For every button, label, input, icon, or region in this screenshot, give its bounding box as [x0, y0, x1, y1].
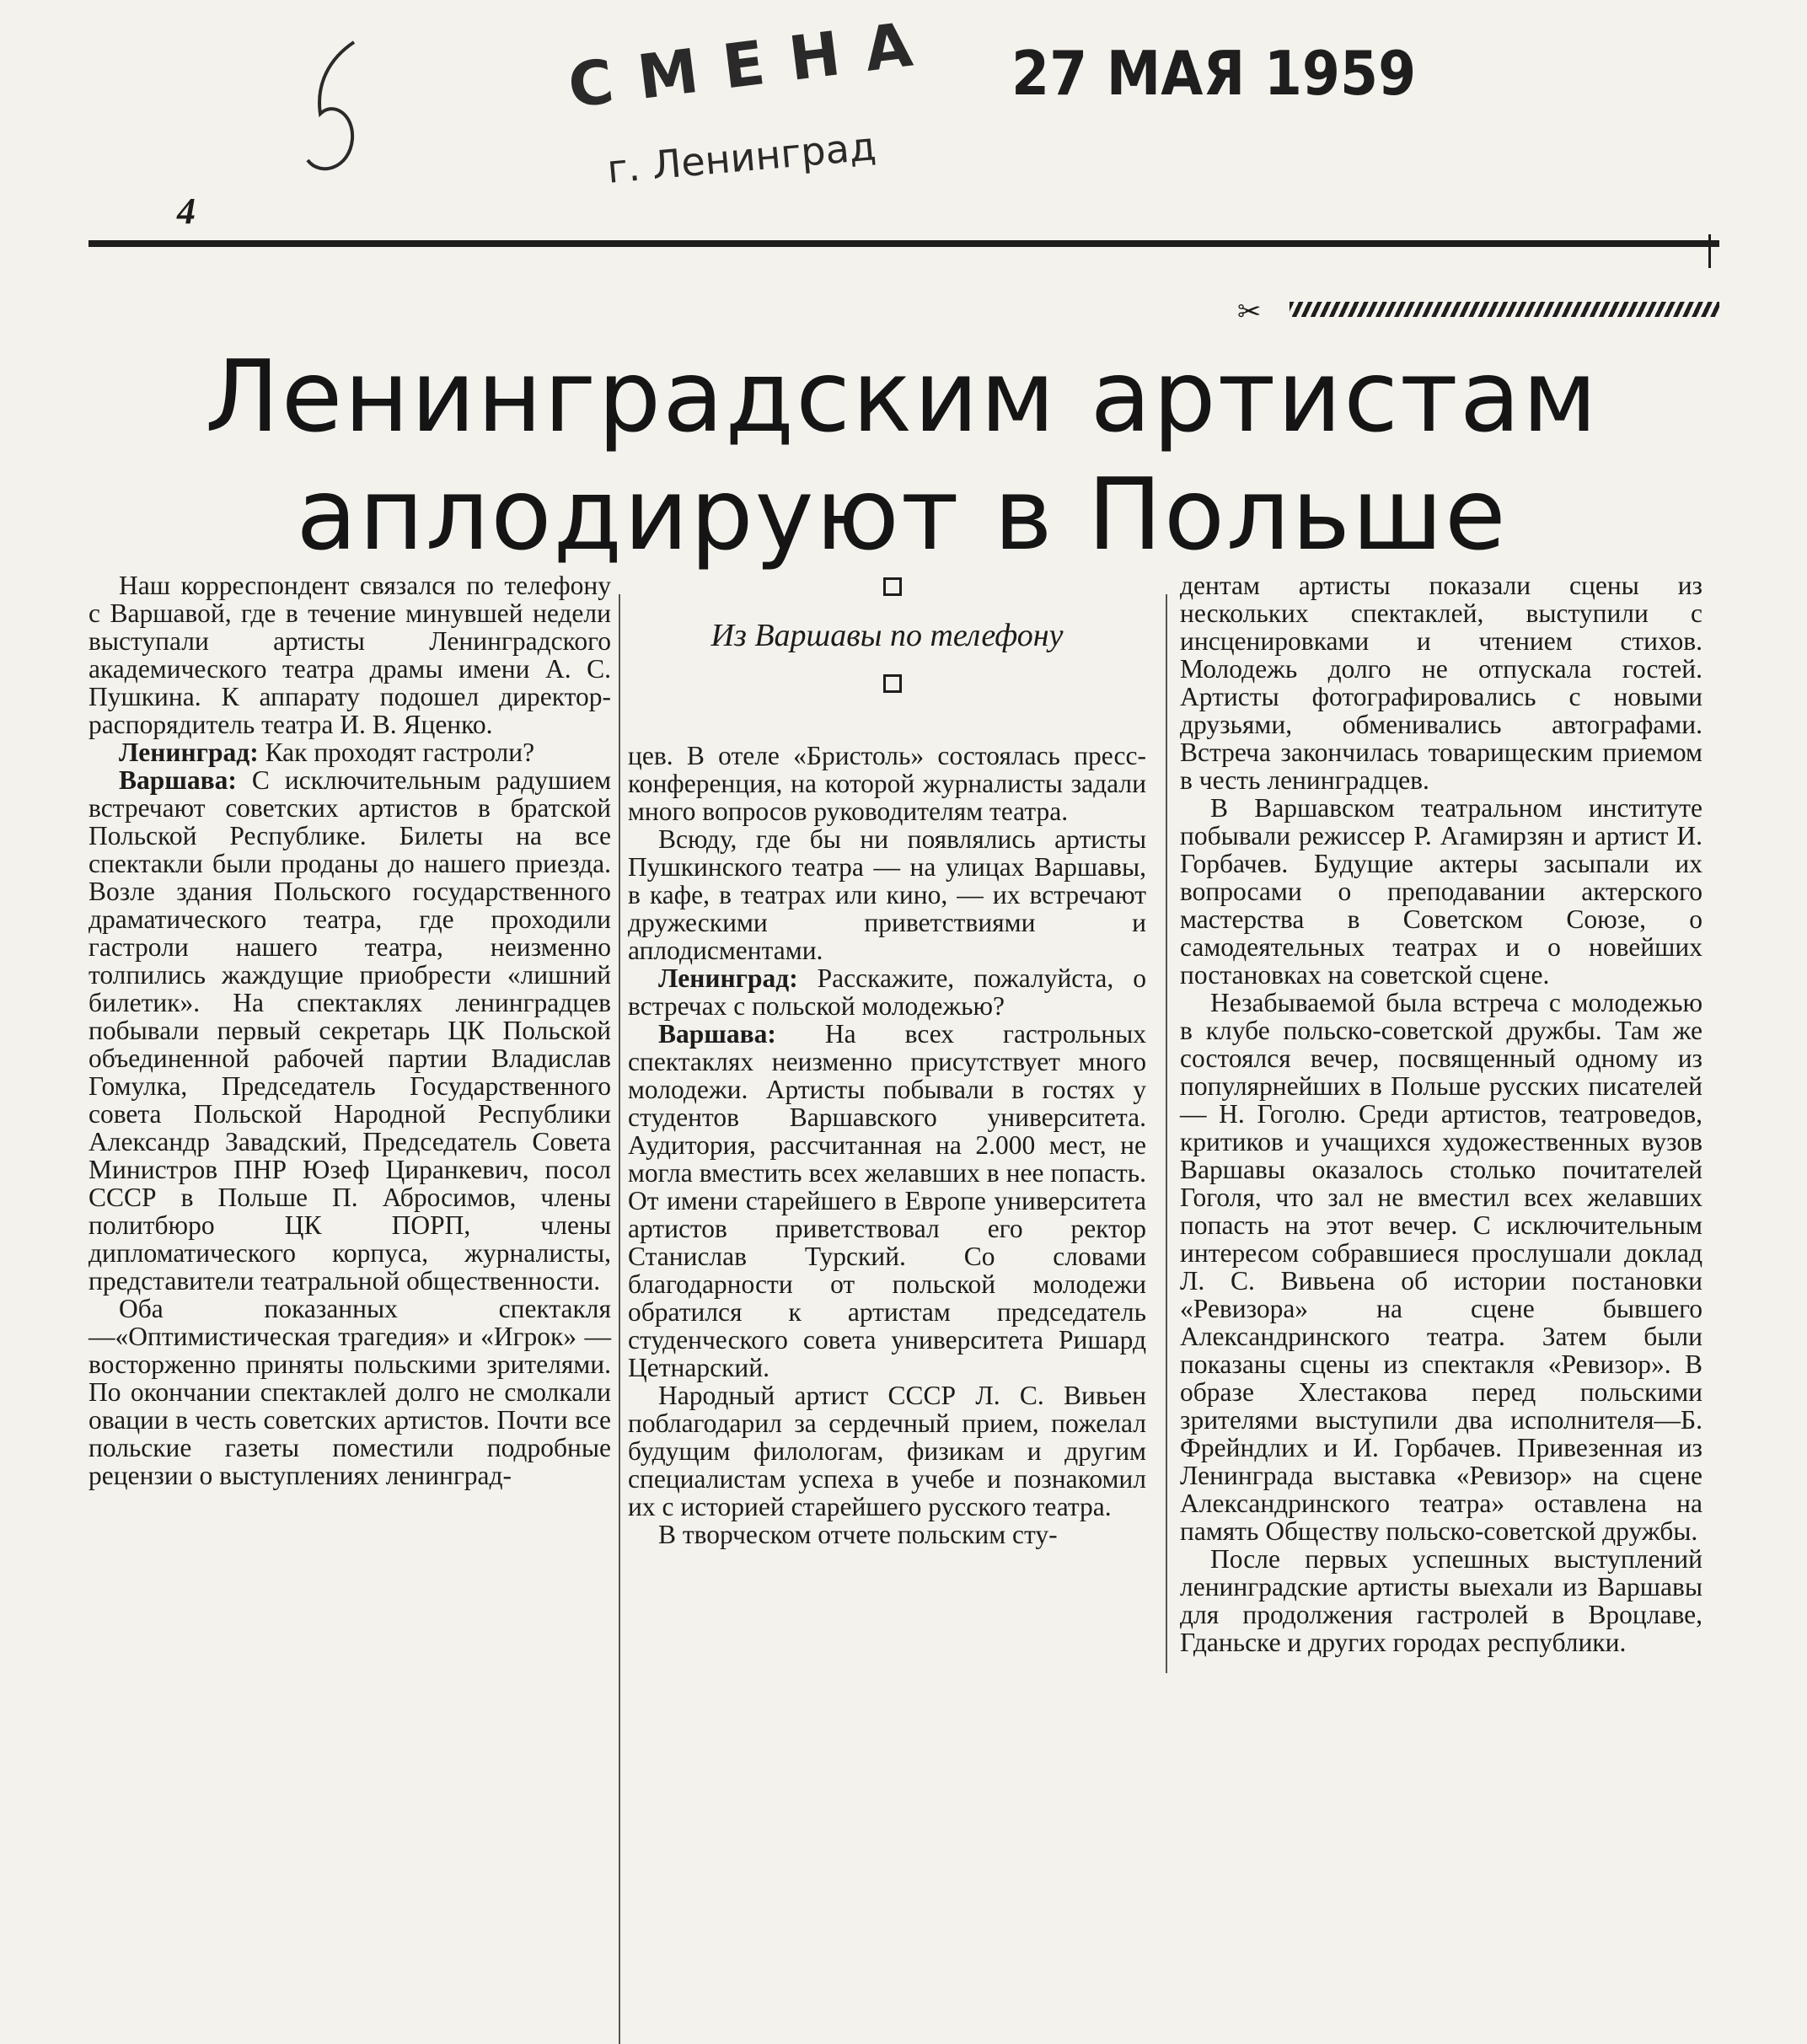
paragraph: цев. В отеле «Бристоль» состоялась пресс-конференция, на которой журналисты задали много вопросов руководителям театра.: [628, 741, 1146, 826]
speaker-label: Ленинград:: [658, 963, 798, 993]
paragraph-text: На всех гастрольных спектаклях неизменно присутствует много молодежи. Артисты побывали в гостях у студентов Варшавского университета. Аудитория, рассчитанная на 2.000 мест, не могла вместить всех желавших в нее попасть. От имени старейшего в Европе университета артистов приветствовал его ректор Станислав Турский. Со словами благодарности от польской молодежи обратился к артистам председатель студенческого совета университета Ришард Цетнарский.: [628, 1019, 1146, 1382]
square-ornament-icon: [883, 577, 902, 596]
newspaper-name-stamp: СМЕНА: [564, 6, 941, 122]
paragraph: Наш корреспондент связался по телефону с Варшавой, где в течение минувшей недели выступали артисты Ленинградского академического театра драмы имени А. С. Пушкина. К аппарату подошел директор-распорядитель театра И. В. Яценко.: [88, 571, 611, 739]
column-rule: [619, 594, 620, 2044]
paragraph: [88, 738, 611, 766]
headline: [118, 337, 1686, 573]
paragraph: [628, 964, 1146, 1020]
speaker-label: Ленинград:: [119, 738, 259, 767]
paragraph-text: Расскажите, пожалуйста, о встречах с польской молодежью?: [628, 963, 1146, 1021]
paragraph-text: С исключительным радушием встречают советских артистов в братской Польской Республике. Билеты на все спектакли были проданы до нашего приезда. Возле здания Польского государственного драматического театра, где проходили гастроли нашего театра, неизменно толпились жаждущие приобрести «лишний билетик». На спектаклях ленинградцев побывали первый секретарь ЦК Польской объединенной рабочей партии Владислав Гомулка, Председатель Государственного совета Польской Народной Республики Александр Завадский, Председатель Совета Министров ПНР Юзеф Циранкевич, посол СССР в Польше П. Абросимов, члены политбюро ЦК ПОРП, члены дипломатического корпуса, журналисты, представители театральной общественности.: [88, 765, 611, 1296]
headline-line-2: аплодируют в Польше: [296, 456, 1508, 572]
top-rule-end: [1708, 234, 1711, 268]
dateline: Из Варшавы по телефону: [710, 618, 1064, 653]
article-column-1: [88, 571, 611, 1489]
paragraph: После первых успешных выступлений ленинградские артисты выехали из Варшавы для продолжения гастролей в Вроцлаве, Гданьске и других городах республики.: [1180, 1544, 1702, 1657]
city-stamp: г. Ленинград: [605, 123, 878, 192]
date-stamp: 27 МАЯ 1959: [1011, 38, 1417, 109]
paragraph: Всюду, где бы ни появлялись артисты Пушкинского театра — на улицах Варшавы, в кафе, в театрах или кино, — их встречают дружескими приветствиями и аплодисментами.: [628, 824, 1146, 965]
paragraph: В Варшавском театральном институте побывали режиссер Р. Агамирзян и артист И. Горбачев. Будущие актеры засыпали их вопросами о преподавании актерского мастерства в Советском Союзе, о самодеятельных театрах и о новейших постановках на советской сцене.: [1180, 793, 1702, 990]
square-ornament-icon: [883, 674, 902, 693]
paragraph: В творческом отчете польским сту-: [658, 1520, 1058, 1549]
headline-line-1: Ленинградским артистам: [204, 338, 1600, 454]
article-column-3: [1180, 571, 1702, 1656]
paragraph: [628, 1020, 1146, 1381]
paragraph: Оба показанных спектакля—«Оптимистическая трагедия» и «Игрок» — восторженно приняты польскими зрителями. По окончании спектаклей долго не смолкали овации в честь советских артистов. Почти все польские газеты поместили подробные рецензии о выступлениях ленинград-: [88, 1294, 611, 1490]
page-number: 4: [177, 190, 196, 232]
speaker-label: Варшава:: [119, 765, 237, 795]
paragraph-text: Как проходят гастроли?: [265, 738, 535, 767]
column-rule: [1166, 594, 1167, 1673]
top-rule: [88, 240, 1719, 247]
paragraph: Народный артист СССР Л. С. Вивьен поблагодарил за сердечный прием, пожелал будущим филологам, физикам и другим специалистам успеха в учебе и познакомил их с историей старейшего русского театра.: [628, 1381, 1146, 1521]
article-column-2: [628, 742, 1146, 1548]
paragraph: [88, 766, 611, 1295]
paragraph: дентам артисты показали сцены из нескольких спектаклей, выступили с инсценировками и чтением стихов. Молодежь долго не отпускала гостей. Артисты фотографировались с новыми друзьями, обменивались автографами. Встреча закончилась товарищеским приемом в честь ленинградцев.: [1180, 571, 1702, 795]
scissors-icon: ✂: [1237, 297, 1262, 328]
handwritten-mark: [295, 34, 371, 185]
paragraph: Незабываемой была встреча с молодежью в клубе польско-советской дружбы. Там же состоялся вечер, посвященный одному из популярнейших в Польше русских писателей — Н. Гоголю. Среди артистов, театроведов, критиков и учащихся художественных вузов Варшавы оказалось столько почитателей Гоголя, что зал не вместил всех желавших попасть на этот вечер. С исключительным интересом собравшиеся прослушали доклад Л. С. Вивьена об истории постановки «Ревизора» на сцене бывшего Александринского театра. Затем были показаны сцены из спектакля «Ревизор». В образе Хлестакова перед польскими зрителями выступили два исполнителя—Б. Фрейндлих и И. Горбачев. Привезенная из Ленинграда выставка «Ревизор» на сцене Александринского театра» оставлена на память Обществу польско-советской дружбы.: [1180, 988, 1702, 1546]
speaker-label: Варшава:: [658, 1019, 776, 1049]
clipping-line: [1290, 302, 1719, 317]
